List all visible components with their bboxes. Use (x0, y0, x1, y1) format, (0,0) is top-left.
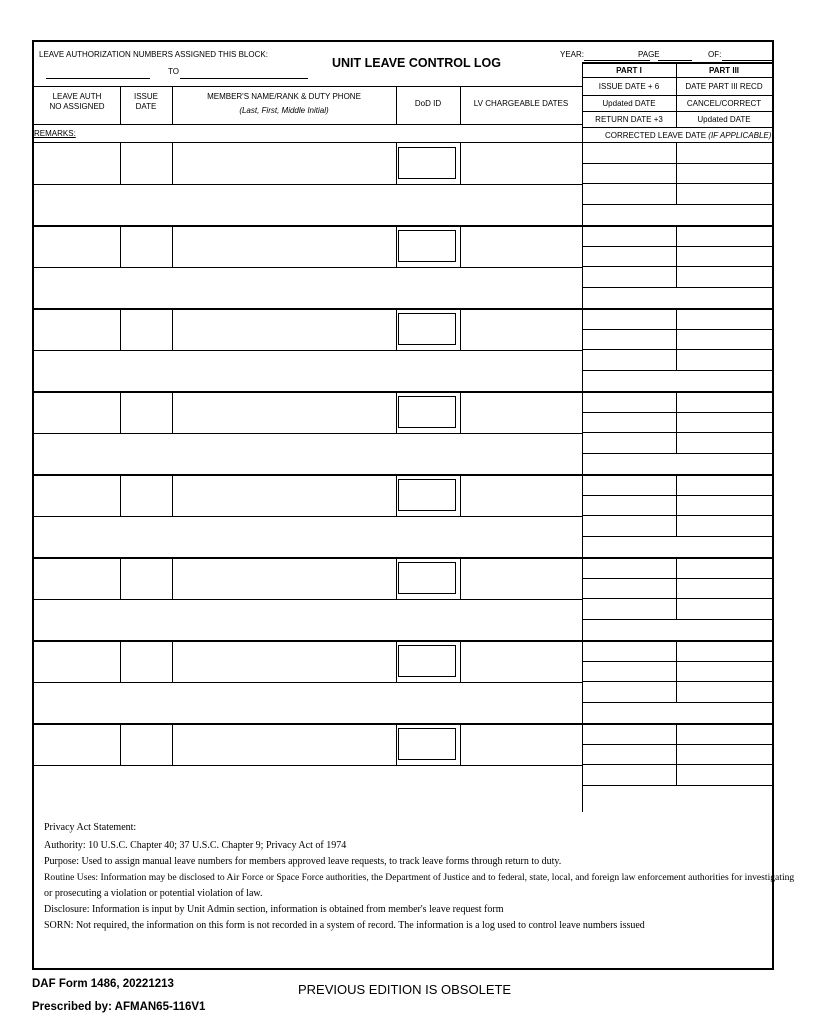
date-part3-recd-label: DATE PART III RECD (685, 82, 763, 91)
lv-chargeable-cell[interactable] (460, 640, 582, 682)
privacy-routine-uses: Routine Uses: Information may be disclosed to Air Force or Space Force authorities, the Department of Justice and to federal, state, local, and foreign law enforcement authorities for investigating (44, 872, 795, 883)
cancel-correct-label: CANCEL/CORRECT (686, 99, 762, 108)
member-name-cell[interactable] (172, 391, 396, 433)
dod-id-box[interactable] (398, 313, 456, 345)
year-label: YEAR: (560, 50, 585, 59)
issue-date-cell[interactable] (120, 557, 172, 599)
header-divider (34, 86, 582, 87)
col-leave-auth-1: LEAVE AUTH (52, 92, 102, 101)
form-number: DAF Form 1486, 20221213 (32, 978, 174, 990)
leave-auth-no-cell[interactable] (34, 557, 120, 599)
member-name-cell[interactable] (172, 474, 396, 516)
parts-col-divider (676, 557, 677, 619)
dod-id-box[interactable] (398, 728, 456, 760)
parts-col-divider (676, 142, 677, 204)
corrected-leave-date-label: CORRECTED LEAVE DATE (IF APPLICABLE) (605, 131, 772, 140)
lv-chargeable-cell[interactable] (460, 557, 582, 599)
lv-chargeable-cell[interactable] (460, 142, 582, 184)
part-3-label: PART III (708, 66, 740, 75)
dod-id-box[interactable] (398, 230, 456, 262)
privacy-heading: Privacy Act Statement: (44, 822, 137, 833)
updated-date-label-1: Updated DATE (602, 99, 656, 108)
leave-auth-no-cell[interactable] (34, 391, 120, 433)
parts-col-divider (676, 640, 677, 702)
parts-row-line (582, 515, 772, 516)
parts-col-divider (676, 474, 677, 536)
parts-row-line (582, 204, 772, 205)
page-label: PAGE (638, 50, 660, 59)
parts-divider (582, 62, 583, 812)
remarks-label: REMARKS: (34, 129, 76, 138)
lv-chargeable-cell[interactable] (460, 391, 582, 433)
col-leave-auth-2: NO ASSIGNED (49, 102, 105, 111)
dod-id-box[interactable] (398, 147, 456, 179)
parts-row-line (582, 183, 772, 184)
remarks-cell[interactable] (34, 433, 582, 474)
parts-row-line (582, 744, 772, 745)
auth-from-field[interactable] (46, 78, 150, 79)
member-name-cell[interactable] (172, 142, 396, 184)
leave-auth-no-cell[interactable] (34, 640, 120, 682)
col-issue-2: DATE (135, 102, 157, 111)
col-dod-id: DoD ID (414, 99, 442, 108)
prescribed-by: Prescribed by: AFMAN65-116V1 (32, 1001, 206, 1013)
parts-col-divider (676, 308, 677, 370)
lv-chargeable-cell[interactable] (460, 723, 582, 765)
member-name-cell[interactable] (172, 225, 396, 267)
issue-date-cell[interactable] (120, 474, 172, 516)
return-date-3-label: RETURN DATE +3 (595, 115, 663, 124)
leave-auth-no-cell[interactable] (34, 474, 120, 516)
issue-date-6-label: ISSUE DATE + 6 (598, 82, 660, 91)
remarks-cell[interactable] (34, 682, 582, 723)
parts-row-line (582, 287, 772, 288)
remarks-cell[interactable] (34, 765, 582, 806)
leave-auth-no-cell[interactable] (34, 308, 120, 350)
parts-row-line (582, 412, 772, 413)
parts-row-line (582, 598, 772, 599)
entry-col-divider (396, 225, 397, 267)
parts-col-divider (676, 723, 677, 785)
parts-row-line (582, 536, 772, 537)
dod-id-box[interactable] (398, 479, 456, 511)
updated-date-label-2: Updated DATE (697, 115, 751, 124)
issue-date-cell[interactable] (120, 640, 172, 682)
dod-id-box[interactable] (398, 562, 456, 594)
lv-chargeable-cell[interactable] (460, 474, 582, 516)
issue-date-cell[interactable] (120, 391, 172, 433)
issue-date-cell[interactable] (120, 142, 172, 184)
issue-date-cell[interactable] (120, 225, 172, 267)
page-field[interactable] (658, 60, 692, 61)
entry-col-divider (396, 557, 397, 599)
parts-row-line (582, 764, 772, 765)
parts-row-line (582, 329, 772, 330)
of-label: OF: (708, 50, 722, 59)
col-member-2: (Last, First, Middle Initial) (239, 106, 329, 115)
dod-id-box[interactable] (398, 645, 456, 677)
parts-row-line (582, 246, 772, 247)
lv-chargeable-cell[interactable] (460, 308, 582, 350)
leave-auth-no-cell[interactable] (34, 723, 120, 765)
parts-row-line (582, 266, 772, 267)
member-name-cell[interactable] (172, 557, 396, 599)
parts-row-line (582, 785, 772, 786)
parts-row-line (582, 432, 772, 433)
issue-date-cell[interactable] (120, 723, 172, 765)
member-name-cell[interactable] (172, 308, 396, 350)
entry-col-divider (396, 723, 397, 765)
parts-row-line (582, 702, 772, 703)
parts-row-line (582, 370, 772, 371)
of-field[interactable] (722, 60, 772, 61)
auth-to-field[interactable] (180, 78, 308, 79)
entry-col-divider (396, 391, 397, 433)
parts-row-line (582, 578, 772, 579)
parts-row-line (582, 349, 772, 350)
member-name-cell[interactable] (172, 723, 396, 765)
dod-id-box[interactable] (398, 396, 456, 428)
col-member-1: MEMBER'S NAME/RANK & DUTY PHONE (207, 92, 361, 101)
part-1-label: PART I (616, 66, 642, 75)
parts-row-line (582, 495, 772, 496)
parts-col-divider (676, 225, 677, 287)
parts-row-line (582, 453, 772, 454)
remarks-cell[interactable] (34, 350, 582, 391)
entry-col-divider (396, 142, 397, 184)
leave-auth-no-cell[interactable] (34, 142, 120, 184)
remarks-cell[interactable] (34, 267, 582, 308)
previous-edition-obsolete: PREVIOUS EDITION IS OBSOLETE (298, 982, 512, 997)
remarks-cell[interactable] (34, 599, 582, 640)
form-title: UNIT LEAVE CONTROL LOG (332, 56, 501, 70)
privacy-purpose: Purpose: Used to assign manual leave numbers for members approved leave requests, to track leave forms through return to duty. (44, 856, 562, 867)
year-field[interactable] (584, 60, 650, 61)
privacy-routine-uses-cont: or prosecuting a violation or potential violation of law. (44, 888, 263, 899)
remarks-cell[interactable] (34, 184, 582, 225)
parts-col-divider (676, 391, 677, 453)
col-lv-chargeable: LV CHARGEABLE DATES (473, 99, 569, 108)
privacy-authority: Authority: 10 U.S.C. Chapter 40; 37 U.S.C. Chapter 9; Privacy Act of 1974 (44, 840, 347, 851)
member-name-cell[interactable] (172, 640, 396, 682)
parts-row-line (582, 661, 772, 662)
leave-auth-no-cell[interactable] (34, 225, 120, 267)
col-issue-1: ISSUE (133, 92, 158, 101)
privacy-act-statement (44, 822, 795, 932)
parts-row-line (582, 163, 772, 164)
remarks-cell[interactable] (34, 516, 582, 557)
entry-col-divider (396, 474, 397, 516)
lv-chargeable-cell[interactable] (460, 225, 582, 267)
to-label: TO (168, 67, 179, 76)
parts-row-line (582, 619, 772, 620)
entry-col-divider (396, 640, 397, 682)
leave-control-log-form (32, 40, 795, 970)
parts-row-line (582, 681, 772, 682)
header-bottom (34, 124, 582, 125)
privacy-sorn: SORN: Not required, the information on this form is not recorded in a system of record. The information is a log used to control leave numbers issued (44, 920, 645, 931)
leave-auth-numbers-label: LEAVE AUTHORIZATION NUMBERS ASSIGNED THIS BLOCK: (39, 50, 268, 59)
privacy-disclosure: Disclosure: Information is input by Unit Admin section, information is obtained from member's leave request form (44, 904, 504, 915)
entry-col-divider (396, 308, 397, 350)
issue-date-cell[interactable] (120, 308, 172, 350)
